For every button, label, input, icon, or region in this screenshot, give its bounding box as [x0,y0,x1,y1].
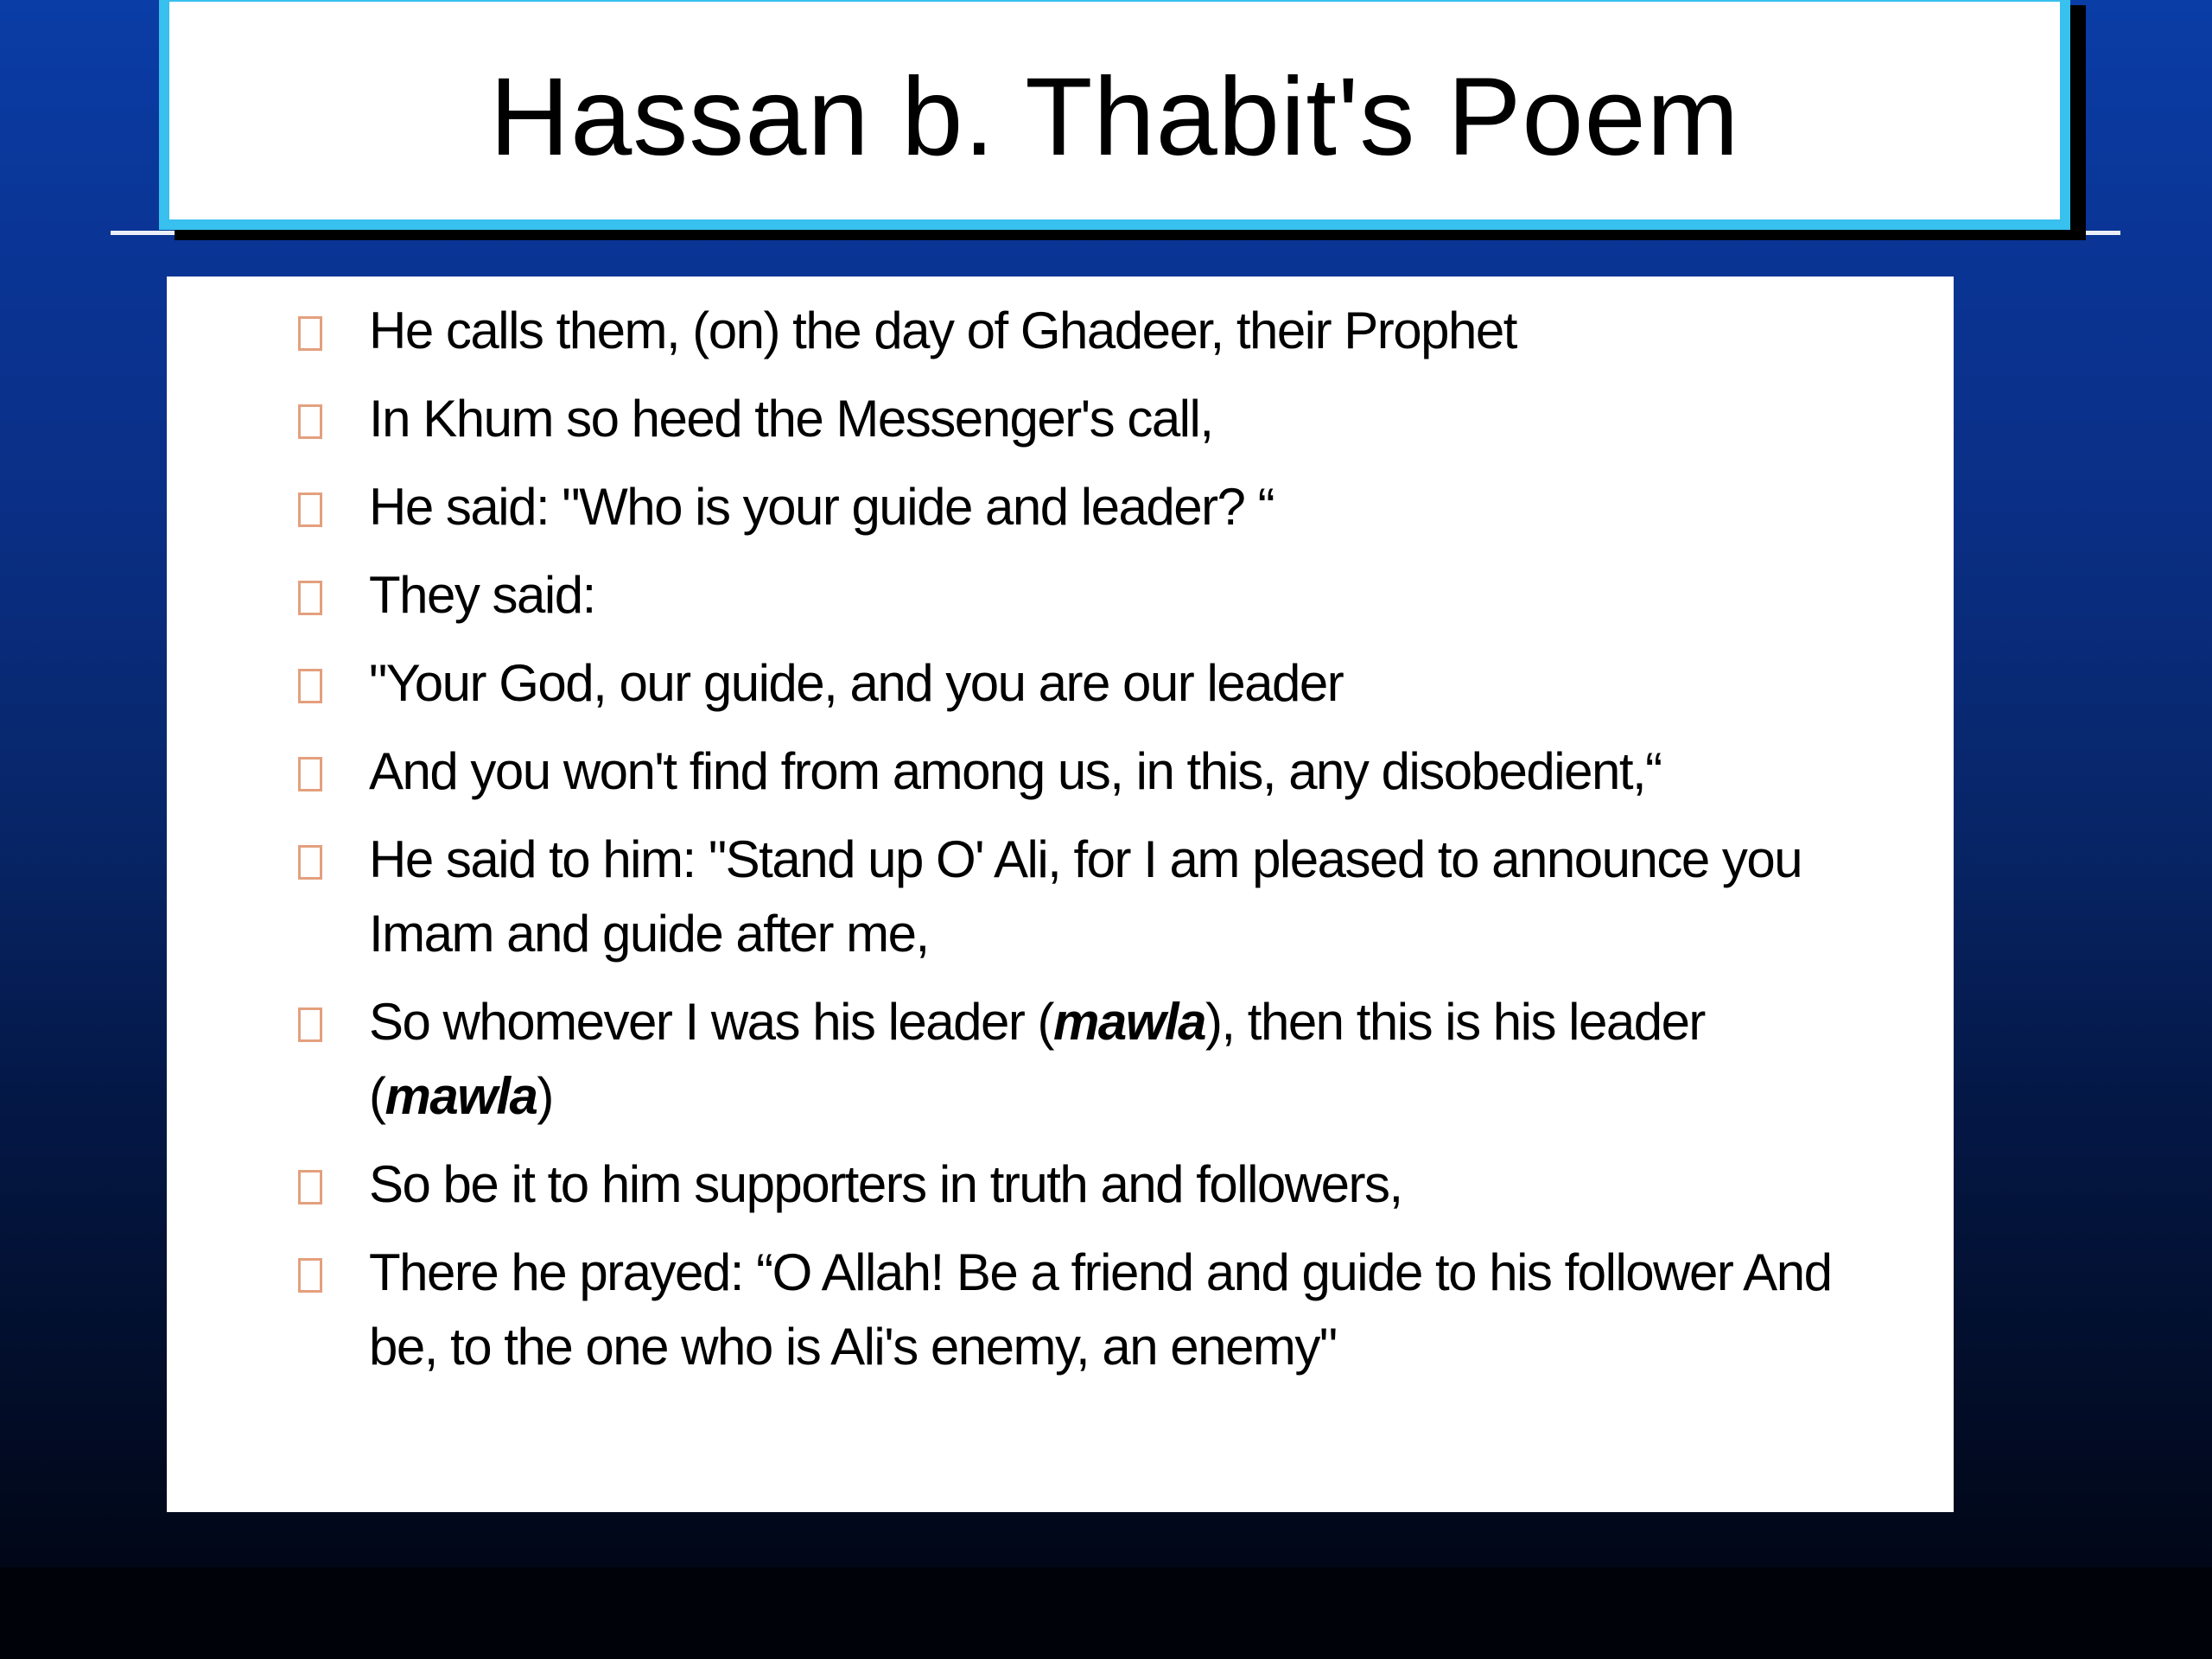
bullet-text: ), then this is his leader ( [369,993,1705,1125]
bullet-text: There he prayed: “O Allah! Be a friend and guide to his follower And be, to the one who is Ali's enemy, an enemy" [369,1243,1832,1376]
bullet-item [167,734,1954,809]
hollow-square-bullet-icon [298,404,322,439]
background-bottom-band [0,1567,2212,1659]
bullet-item [167,646,1954,721]
hollow-square-bullet-icon [298,493,322,527]
bullet-text: And you won't find from among us, in this, any disobedient,“ [369,742,1662,800]
bullet-text: In Khum so heed the Messenger's call, [369,390,1213,448]
bullet-text: They said: [369,566,595,624]
hollow-square-bullet-icon [298,1258,322,1293]
bullet-text: So whomever I was his leader ( [369,993,1054,1051]
hollow-square-bullet-icon [298,316,322,351]
emphasized-term: mawla [1053,993,1205,1051]
slide-content-box [167,276,1954,1512]
bullet-item [167,1147,1954,1222]
bullet-text: He said: "Who is your guide and leader? “ [369,478,1274,536]
bullet-text: So be it to him supporters in truth and followers, [369,1155,1402,1213]
hollow-square-bullet-icon [298,581,322,615]
slide-title-box [159,0,2070,230]
bullet-list [167,294,1954,1384]
hollow-square-bullet-icon [298,1170,322,1205]
bullet-text: He calls them, (on) the day of Ghadeer, their Prophet [369,302,1516,359]
bullet-text: ) [537,1067,553,1125]
hollow-square-bullet-icon [298,669,322,703]
slide-title: Hassan b. Thabit's Poem [489,54,1740,179]
bullet-text: He said to him: "Stand up O' Ali, for I am pleased to announce you Imam and guide after me, [369,830,1802,963]
bullet-item [167,558,1954,632]
hollow-square-bullet-icon [298,1007,322,1042]
bullet-item [167,985,1954,1134]
bullet-text: "Your God, our guide, and you are our leader [369,654,1344,712]
bullet-item [167,823,1954,971]
emphasized-term: mawla [385,1067,537,1125]
bullet-item [167,382,1954,456]
bullet-item [167,470,1954,544]
bullet-item [167,1236,1954,1384]
bullet-item [167,294,1954,368]
hollow-square-bullet-icon [298,757,322,791]
hollow-square-bullet-icon [298,845,322,880]
